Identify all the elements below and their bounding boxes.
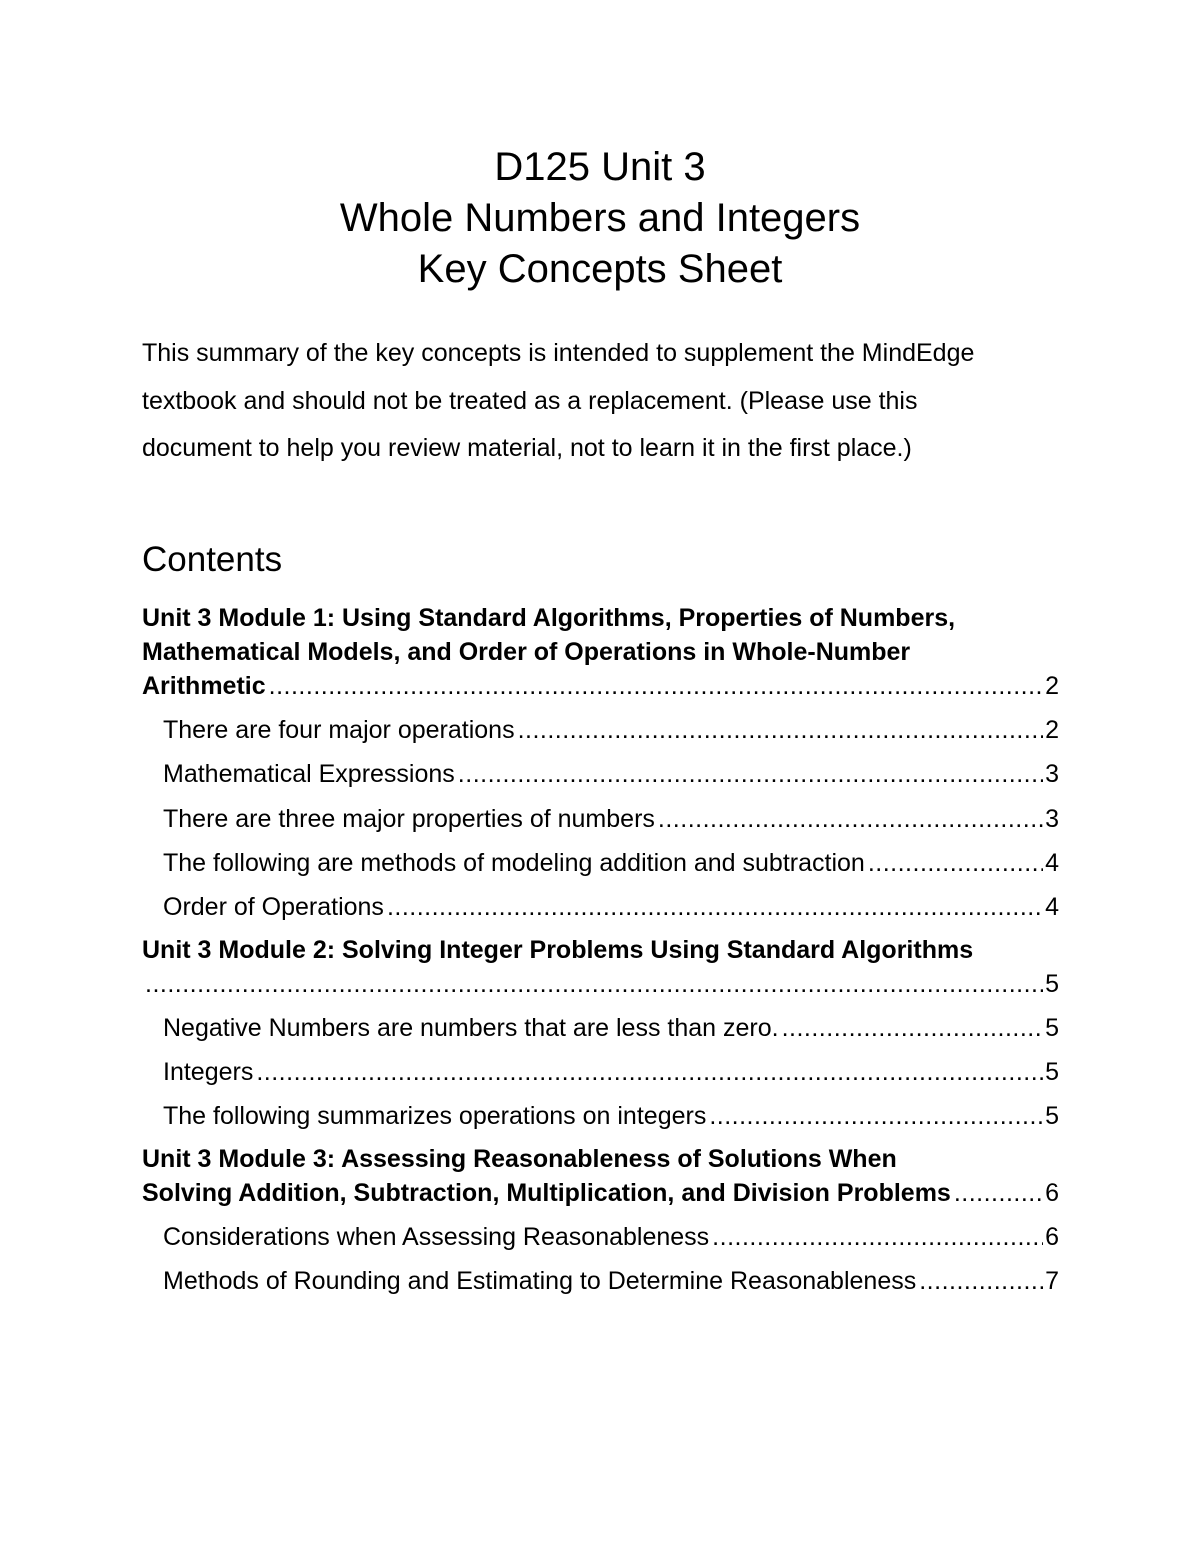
toc-page-number: 4 [1045, 849, 1059, 877]
toc-item[interactable] [163, 1220, 1059, 1254]
toc-page-number: 5 [1045, 970, 1059, 998]
title-line-sheet: Key Concepts Sheet [417, 247, 783, 291]
toc-page-number: 2 [1045, 716, 1059, 744]
toc-page-number: 6 [1045, 1223, 1059, 1251]
toc-item-label: Integers [163, 1058, 254, 1086]
toc-item-label: Negative Numbers are numbers that are less than zero. [163, 1014, 779, 1042]
toc-leader [458, 757, 1043, 791]
toc-item[interactable] [163, 1099, 1059, 1133]
toc-page-number: 2 [1045, 672, 1059, 700]
toc-module-2-line-1[interactable]: Unit 3 Module 2: Solving Integer Problems Using Standard Algorithms [142, 936, 974, 964]
toc-leader [518, 713, 1044, 747]
toc-leader [782, 1011, 1044, 1045]
toc-item-label: There are three major properties of numbers [163, 805, 655, 833]
title-line-topic: Whole Numbers and Integers [339, 196, 861, 240]
toc-page-number: 4 [1045, 893, 1059, 921]
document-title [0, 142, 1200, 295]
toc-item-label: There are four major operations [163, 716, 515, 744]
toc-item-label: Considerations when Assessing Reasonableness [163, 1223, 710, 1251]
toc-item[interactable] [163, 890, 1059, 924]
toc-leader [269, 669, 1043, 703]
toc-page-number: 6 [1045, 1179, 1059, 1207]
title-line-course: D125 Unit 3 [494, 145, 706, 189]
toc-item[interactable] [163, 713, 1059, 747]
toc-module-3-line-2: Solving Addition, Subtraction, Multiplication, and Division Problems [142, 1179, 951, 1207]
toc-item-label: The following summarizes operations on integers [163, 1102, 707, 1130]
toc-module-1-entry[interactable] [142, 669, 1059, 703]
toc-item[interactable] [163, 1264, 1059, 1298]
toc-module-1-line-2[interactable]: Mathematical Models, and Order of Operations in Whole-Number [142, 638, 911, 666]
toc-leader [954, 1176, 1043, 1210]
toc-page-number: 3 [1045, 805, 1059, 833]
toc-item[interactable] [163, 757, 1059, 791]
intro-paragraph [142, 330, 1072, 473]
toc-leader [868, 846, 1043, 880]
toc-page-number: 5 [1045, 1102, 1059, 1130]
toc-item-label: Order of Operations [163, 893, 384, 921]
toc-page-number: 5 [1045, 1058, 1059, 1086]
intro-line-2: textbook and should not be treated as a replacement. (Please use this [142, 386, 918, 415]
contents-heading: Contents [142, 540, 283, 579]
toc-item-label: The following are methods of modeling addition and subtraction [163, 849, 865, 877]
toc-item-label: Methods of Rounding and Estimating to Determine Reasonableness [163, 1267, 917, 1295]
toc-item-label: Mathematical Expressions [163, 760, 455, 788]
toc-leader [919, 1264, 1043, 1298]
toc-module-1-line-3: Arithmetic [142, 672, 266, 700]
toc-leader [709, 1099, 1043, 1133]
toc-module-2-entry[interactable] [142, 967, 1059, 1001]
intro-line-1: This summary of the key concepts is intended to supplement the MindEdge [142, 339, 975, 367]
toc-module-3-entry[interactable] [142, 1176, 1059, 1210]
toc-page-number: 3 [1045, 760, 1059, 788]
toc-module-3-line-1[interactable]: Unit 3 Module 3: Assessing Reasonableness of Solutions When [142, 1145, 897, 1173]
toc-leader [145, 967, 1043, 1001]
toc-leader [712, 1220, 1043, 1254]
toc-leader [658, 802, 1043, 836]
toc-module-1-line-1[interactable]: Unit 3 Module 1: Using Standard Algorithms, Properties of Numbers, [142, 604, 956, 632]
toc-item[interactable] [163, 802, 1059, 836]
toc-item[interactable] [163, 1011, 1059, 1045]
toc-leader [387, 890, 1043, 924]
intro-line-3: document to help you review material, not to learn it in the first place.) [142, 434, 912, 462]
toc-page-number: 7 [1045, 1267, 1059, 1295]
toc-page-number: 5 [1045, 1014, 1059, 1042]
toc-item[interactable] [163, 1055, 1059, 1089]
toc-item[interactable] [163, 846, 1059, 880]
toc-leader [256, 1055, 1043, 1089]
